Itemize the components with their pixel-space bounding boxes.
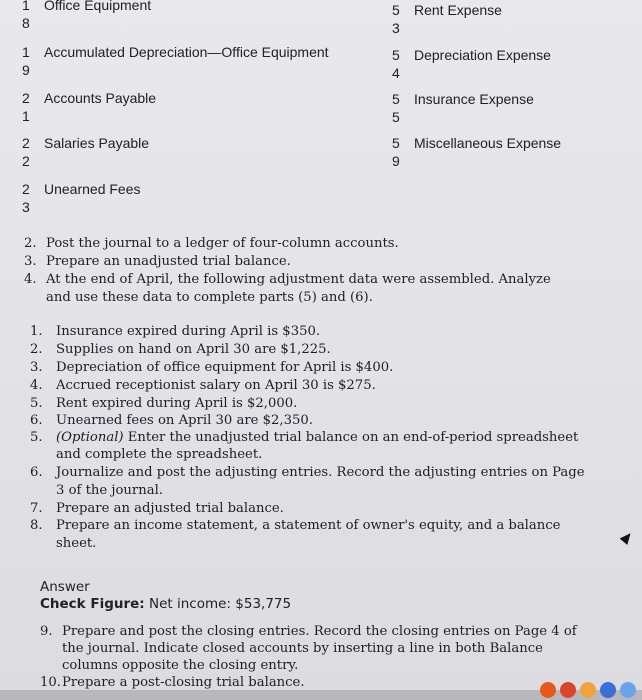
- app-icon: [560, 682, 576, 698]
- account-depreciation-expense: [392, 46, 551, 82]
- account-accumulated-depreciation: [22, 43, 329, 79]
- account-number: 3: [22, 199, 30, 215]
- step-number: 6.: [30, 465, 43, 480]
- adjustment-item: [30, 324, 320, 339]
- step-item: [40, 624, 577, 639]
- adjustment-item: [30, 342, 331, 357]
- adjustment-number: 3.: [30, 360, 43, 375]
- step-text: At the end of April, the following adjustment data were assembled. Analyze: [46, 272, 551, 287]
- step-continuation: columns opposite the closing entry.: [62, 658, 299, 673]
- step-continuation: sheet.: [56, 536, 97, 551]
- step-item: [30, 465, 585, 480]
- account-miscellaneous-expense: [392, 134, 562, 170]
- account-number: 2: [22, 90, 30, 106]
- adjustment-number: 2.: [30, 342, 43, 357]
- adjustment-number: 1.: [30, 324, 43, 339]
- account-number: 1: [22, 44, 30, 60]
- app-icon: [600, 682, 616, 698]
- step-item: [30, 501, 284, 516]
- adjustment-number: 6.: [30, 413, 43, 428]
- step-number: 7.: [30, 501, 43, 516]
- optional-label: (Optional): [56, 430, 124, 445]
- adjustment-text: Accrued receptionist salary on April 30 is $275.: [56, 378, 376, 393]
- step-continuation: and complete the spreadsheet.: [56, 447, 263, 462]
- step-number: 5.: [30, 430, 43, 445]
- step-text: Post the journal to a ledger of four-column accounts.: [46, 236, 399, 251]
- account-name: Miscellaneous Expense: [414, 135, 562, 151]
- cursor-icon: [620, 530, 635, 545]
- step-text: Prepare an unadjusted trial balance.: [46, 254, 291, 269]
- adjustment-text: Supplies on hand on April 30 are $1,225.: [56, 342, 331, 357]
- step-number: 8.: [30, 518, 43, 533]
- account-number: 2: [22, 135, 30, 151]
- check-figure: [40, 596, 291, 612]
- account-name: Insurance Expense: [414, 91, 534, 107]
- app-icon: [540, 682, 556, 698]
- step-continuation: the journal. Indicate closed accounts by inserting a line in both Balance: [62, 641, 543, 656]
- adjustment-number: 4.: [30, 378, 43, 393]
- account-number: 2: [22, 153, 30, 169]
- step-item: [30, 430, 578, 445]
- step-item: [30, 518, 560, 533]
- check-figure-value: Net income: $53,775: [144, 596, 292, 612]
- account-salaries-payable: [22, 134, 150, 170]
- account-number: 4: [392, 65, 400, 81]
- step-item: [24, 272, 551, 287]
- account-number: 5: [392, 135, 400, 151]
- account-insurance-expense: [392, 90, 534, 126]
- account-number: 3: [392, 20, 400, 36]
- account-name: Accumulated Depreciation—Office Equipment: [44, 44, 329, 60]
- app-icon: [580, 682, 596, 698]
- account-number: 9: [22, 62, 30, 78]
- account-number: 9: [392, 153, 400, 169]
- account-number: 5: [392, 91, 400, 107]
- step-number: 3.: [24, 254, 37, 269]
- account-name: Salaries Payable: [44, 135, 150, 151]
- account-accounts-payable: [22, 89, 157, 125]
- step-text: Prepare an income statement, a statement of owner's equity, and a balance: [56, 518, 561, 533]
- account-number: 5: [392, 2, 400, 18]
- account-name: Unearned Fees: [44, 181, 141, 197]
- adjustment-text: Insurance expired during April is $350.: [56, 324, 321, 339]
- adjustment-item: [30, 396, 297, 411]
- answer-label: Answer: [40, 579, 90, 595]
- account-rent-expense: [392, 1, 502, 37]
- step-continuation: and use these data to complete parts (5) and (6).: [46, 290, 373, 305]
- account-name: Accounts Payable: [44, 90, 157, 106]
- adjustment-number: 5.: [30, 396, 43, 411]
- adjustment-item: [30, 378, 376, 393]
- step-continuation: 3 of the journal.: [56, 483, 163, 498]
- app-icons: [540, 682, 636, 698]
- adjustment-text: Unearned fees on April 30 are $2,350.: [56, 413, 313, 428]
- account-name: Office Equipment: [44, 0, 152, 13]
- step-text: Enter the unadjusted trial balance on an end-of-period spreadsheet: [123, 430, 579, 445]
- account-number: 2: [22, 181, 30, 197]
- account-number: 1: [22, 108, 30, 124]
- check-figure-label: Check Figure:: [40, 596, 145, 612]
- account-name: Depreciation Expense: [414, 47, 551, 63]
- adjustment-item: [30, 360, 393, 375]
- step-number: 9.: [40, 624, 53, 639]
- step-number: 10.: [40, 675, 61, 690]
- step-item: [40, 675, 305, 690]
- adjustment-text: Depreciation of office equipment for April is $400.: [56, 360, 394, 375]
- account-number: 1: [22, 0, 30, 13]
- step-item: [24, 254, 291, 269]
- step-text: Prepare and post the closing entries. Record the closing entries on Page 4 of: [62, 624, 577, 639]
- app-icon: [620, 682, 636, 698]
- step-text: Journalize and post the adjusting entries. Record the adjusting entries on Page: [56, 465, 585, 480]
- account-number: 5: [392, 109, 400, 125]
- step-number: 4.: [24, 272, 37, 287]
- step-item: [24, 236, 399, 251]
- account-name: Rent Expense: [414, 2, 502, 18]
- step-number: 2.: [24, 236, 37, 251]
- account-number: 8: [22, 15, 30, 31]
- step-text: Prepare an adjusted trial balance.: [56, 501, 284, 516]
- adjustment-text: Rent expired during April is $2,000.: [56, 396, 298, 411]
- account-number: 5: [392, 47, 400, 63]
- step-text: Prepare a post-closing trial balance.: [62, 675, 305, 690]
- account-office-equipment: [22, 0, 152, 32]
- account-unearned-fees: [22, 180, 141, 216]
- adjustment-item: [30, 413, 313, 428]
